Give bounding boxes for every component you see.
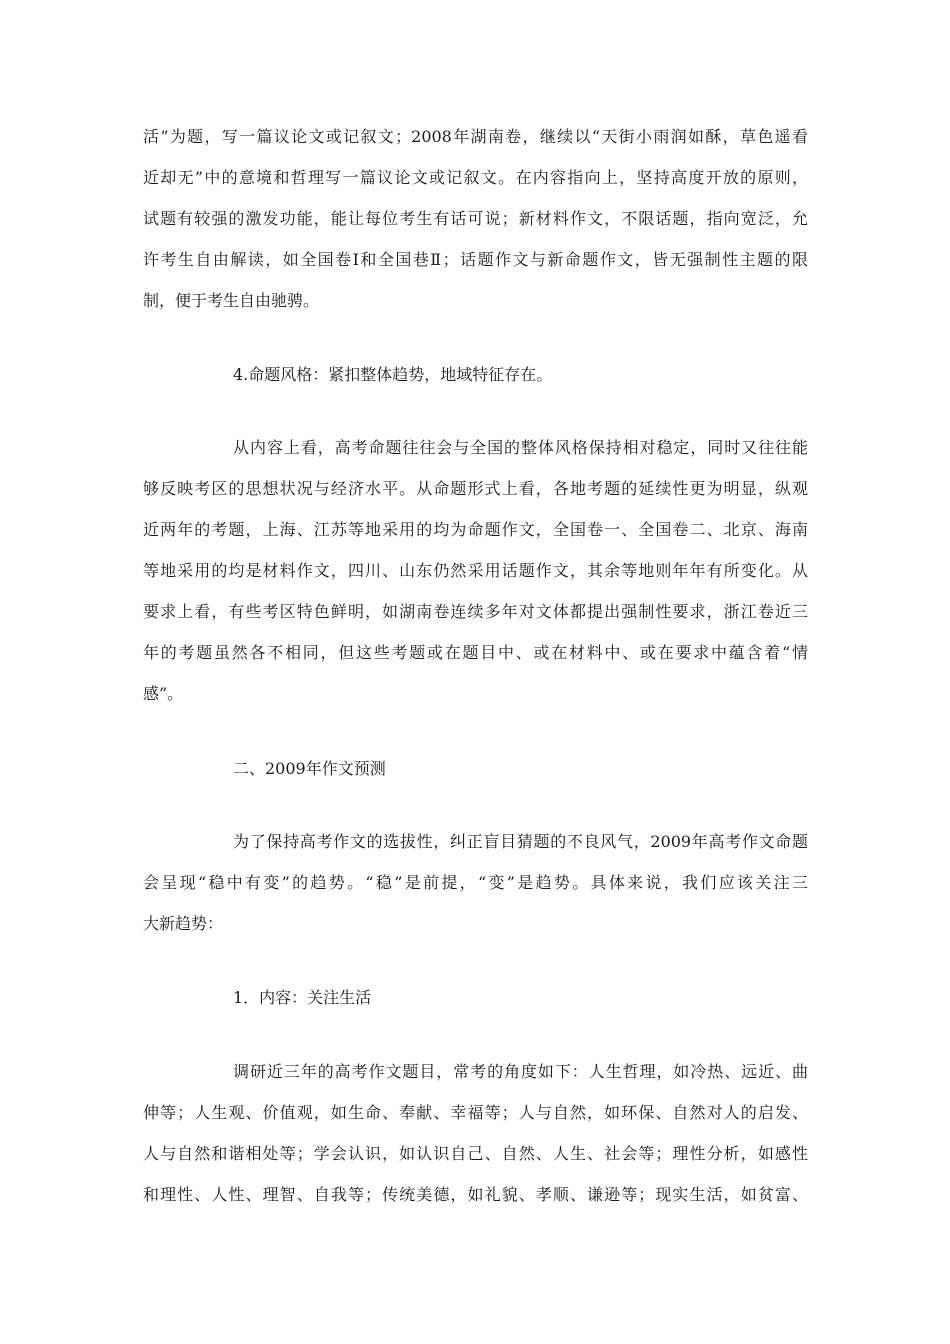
text-line: 试题有较强的激发功能，能让每位考生有话可说；新材料作文，不限话题，指向宽泛，允	[143, 209, 808, 228]
section-heading: 1．内容：关注生活	[233, 988, 372, 1007]
text-line: 年的考题虽然各不相同，但这些考题或在题目中、或在材料中、或在要求中蕴含着“情	[143, 643, 808, 662]
text-line: 伸等；人生观、价值观，如生命、奉献、幸福等；人与自然，如环保、自然对人的启发、	[143, 1103, 808, 1122]
text-line: 许考生自由解读，如全国卷I和全国巷Ⅱ；话题作文与新命题作文，皆无强制性主题的限	[143, 250, 808, 269]
text-line: 为了保持高考作文的选拔性，纠正盲目猜题的不良风气，2009年高考作文命题	[233, 832, 808, 851]
text-line: 人与自然和谐相处等；学会认识，如认识自己、自然、人生、社会等；理性分析，如感性	[143, 1144, 808, 1163]
section-heading: 二、2009年作文预测	[233, 759, 386, 778]
text-line: 感”。	[143, 684, 184, 703]
text-line: 等地采用的均是材料作文，四川、山东仍然采用话题作文，其余等地则年年有所变化。从	[143, 561, 808, 580]
section-heading: 4.命题风格：紧扣整体趋势，地域特征存在。	[233, 365, 553, 384]
text-line: 从内容上看，高考命题往往会与全国的整体风格保持相对稳定，同时又往往能	[233, 438, 808, 457]
text-line: 活”为题，写一篇议论文或记叙文；2008年湖南卷，继续以“天街小雨润如酥，草色遥看	[143, 127, 808, 146]
text-line: 大新趋势：	[143, 914, 224, 933]
text-line: 会呈现“稳中有变”的趋势。“稳”是前提，“变”是趋势。具体来说，我们应该关注三	[143, 873, 808, 892]
text-line: 近却无”中的意境和哲理写一篇议论文或记叙文。在内容指向上，坚持高度开放的原则，	[143, 168, 808, 187]
text-line: 近两年的考题，上海、江苏等地采用的均为命题作文，全国卷一、全国卷二、北京、海南	[143, 520, 808, 539]
text-line: 制，便于考生自由驰骋。	[143, 291, 320, 310]
text-line: 要求上看，有些考区特色鲜明，如湖南卷连续多年对文体都提出强制性要求，浙江卷近三	[143, 602, 808, 621]
text-line: 够反映考区的思想状况与经济水平。从命题形式上看，各地考题的延续性更为明显，纵观	[143, 479, 808, 498]
text-line: 和理性、人性、理智、自我等；传统美德，如礼貌、孝顺、谦逊等；现实生活，如贫富、	[143, 1185, 808, 1204]
text-line: 调研近三年的高考作文题目，常考的角度如下：人生哲理，如冷热、远近、曲	[233, 1062, 808, 1081]
